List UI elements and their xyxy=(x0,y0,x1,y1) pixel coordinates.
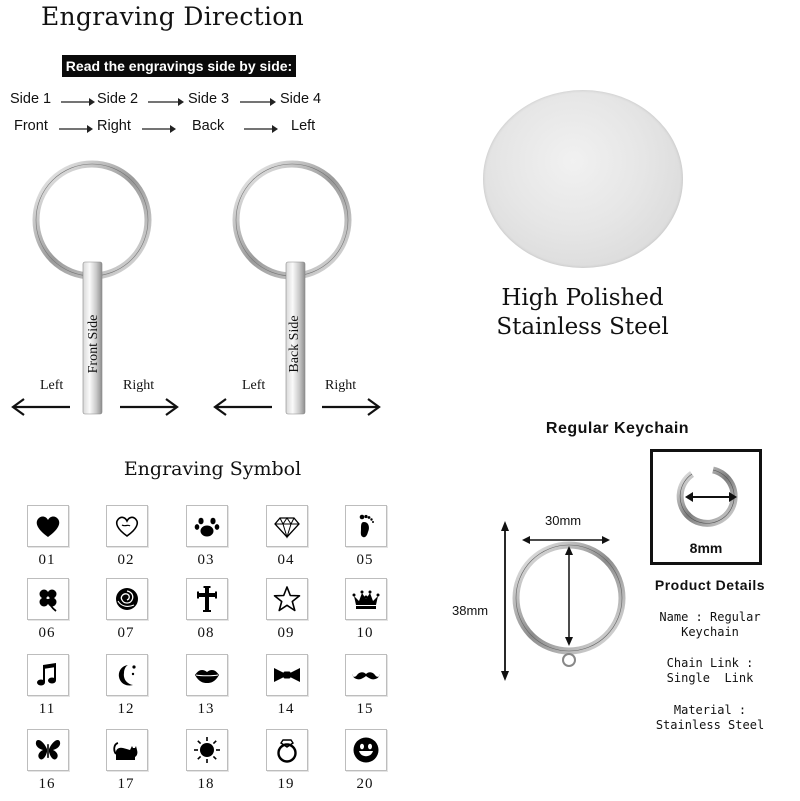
left-label: Left xyxy=(242,378,266,393)
heart-icon xyxy=(34,512,62,540)
material-caption xyxy=(470,284,695,342)
stainless-steel-swatch xyxy=(483,90,683,268)
symbol-option-20[interactable] xyxy=(334,729,398,801)
symbol-number: 13 xyxy=(197,701,215,717)
symbol-option-01[interactable] xyxy=(16,505,80,577)
side-sequence-row xyxy=(0,91,345,113)
arrow-right-icon xyxy=(244,125,278,133)
face-left-label: Left xyxy=(291,118,316,134)
symbol-number: 11 xyxy=(38,701,56,717)
crown-icon xyxy=(352,585,380,613)
bar-engraving-front: Front Side xyxy=(86,314,101,374)
symbol-number: 17 xyxy=(117,776,135,792)
symbol-number: 03 xyxy=(197,552,215,568)
symbol-option-13[interactable] xyxy=(175,654,239,726)
left-label: Left xyxy=(40,378,64,393)
moon-stars-icon xyxy=(113,661,141,689)
product-details-title: Product Details xyxy=(654,577,766,593)
height-dimension-label: 38mm xyxy=(452,603,489,618)
symbol-option-07[interactable] xyxy=(95,578,159,650)
symbol-number: 18 xyxy=(197,776,215,792)
symbol-number: 06 xyxy=(38,625,56,641)
symbol-option-04[interactable] xyxy=(255,505,319,577)
music-note-icon xyxy=(34,661,62,689)
symbol-number: 10 xyxy=(356,625,374,641)
symbol-number: 15 xyxy=(356,701,374,717)
symbol-number: 01 xyxy=(38,552,56,568)
side-2-label: Side 2 xyxy=(97,91,139,107)
symbol-number: 19 xyxy=(277,776,295,792)
material-line-1: High Polished xyxy=(501,285,664,311)
bow-tie-icon xyxy=(273,661,301,689)
width-dimension-label: 30mm xyxy=(545,513,582,528)
paw-icon xyxy=(193,512,221,540)
symbol-number: 20 xyxy=(356,776,374,792)
face-sequence-row xyxy=(0,118,345,140)
material-line-2: Stainless Steel xyxy=(496,314,669,340)
arrow-right-icon xyxy=(322,397,382,417)
symbol-option-03[interactable] xyxy=(175,505,239,577)
arrow-right-icon xyxy=(120,397,180,417)
arrow-right-icon xyxy=(148,98,184,106)
diamond-icon xyxy=(273,512,301,540)
symbol-option-14[interactable] xyxy=(255,654,319,726)
right-label: Right xyxy=(123,378,155,393)
symbol-option-18[interactable] xyxy=(175,729,239,801)
side-3-label: Side 3 xyxy=(188,91,230,107)
right-label: Right xyxy=(325,378,357,393)
symbol-option-10[interactable] xyxy=(334,578,398,650)
arrow-left-icon xyxy=(212,397,272,417)
symbol-option-15[interactable] xyxy=(334,654,398,726)
arrow-right-icon xyxy=(61,98,95,106)
symbol-option-09[interactable] xyxy=(255,578,319,650)
arrow-left-icon xyxy=(10,397,70,417)
regular-keychain-title: Regular Keychain xyxy=(545,420,690,437)
symbol-number: 14 xyxy=(277,701,295,717)
read-instructions-banner: Read the engravings side by side: xyxy=(62,55,296,77)
symbol-option-02[interactable] xyxy=(95,505,159,577)
symbol-option-08[interactable] xyxy=(175,578,239,650)
sun-icon xyxy=(193,736,221,764)
ring-icon xyxy=(273,736,301,764)
symbol-number: 08 xyxy=(197,625,215,641)
symbol-number: 02 xyxy=(117,552,135,568)
side-1-label: Side 1 xyxy=(10,91,52,107)
footprint-icon xyxy=(352,512,380,540)
butterfly-icon xyxy=(34,736,62,764)
symbol-option-12[interactable] xyxy=(95,654,159,726)
symbol-number: 05 xyxy=(356,552,374,568)
symbol-number: 07 xyxy=(117,625,135,641)
face-front-label: Front xyxy=(14,118,48,134)
cat-icon xyxy=(113,736,141,764)
symbol-option-05[interactable] xyxy=(334,505,398,577)
symbol-number: 16 xyxy=(38,776,56,792)
star-icon xyxy=(273,585,301,613)
symbol-option-19[interactable] xyxy=(255,729,319,801)
heart-outline-icon xyxy=(113,512,141,540)
face-back-label: Back xyxy=(192,118,225,134)
symbol-number: 04 xyxy=(277,552,295,568)
engraving-symbol-title: Engraving Symbol xyxy=(123,458,302,480)
regular-keychain-diagram xyxy=(490,515,635,685)
arrow-right-icon xyxy=(142,125,176,133)
symbol-option-06[interactable] xyxy=(16,578,80,650)
cross-icon xyxy=(193,585,221,613)
rose-icon xyxy=(113,585,141,613)
detail-material: Material : Stainless Steel xyxy=(655,703,765,732)
side-4-label: Side 4 xyxy=(280,91,322,107)
jump-ring-illustration xyxy=(653,452,759,542)
arrow-right-icon xyxy=(240,98,276,106)
symbol-option-11[interactable] xyxy=(16,654,80,726)
symbol-number: 12 xyxy=(117,701,135,717)
bar-engraving-back: Back Side xyxy=(287,315,302,373)
mustache-icon xyxy=(352,661,380,689)
face-right-label: Right xyxy=(97,118,131,134)
arrow-right-icon xyxy=(59,125,93,133)
detail-name: Name : Regular Keychain xyxy=(659,610,761,639)
clover-icon xyxy=(34,585,62,613)
symbol-option-16[interactable] xyxy=(16,729,80,801)
jump-ring-size-label: 8mm xyxy=(689,540,723,556)
lips-icon xyxy=(193,661,221,689)
engraving-direction-title: Engraving Direction xyxy=(40,2,305,31)
symbol-option-17[interactable] xyxy=(95,729,159,801)
smiley-icon xyxy=(352,736,380,764)
symbol-number: 09 xyxy=(277,625,295,641)
detail-chain-link: Chain Link : Single Link xyxy=(666,656,754,685)
